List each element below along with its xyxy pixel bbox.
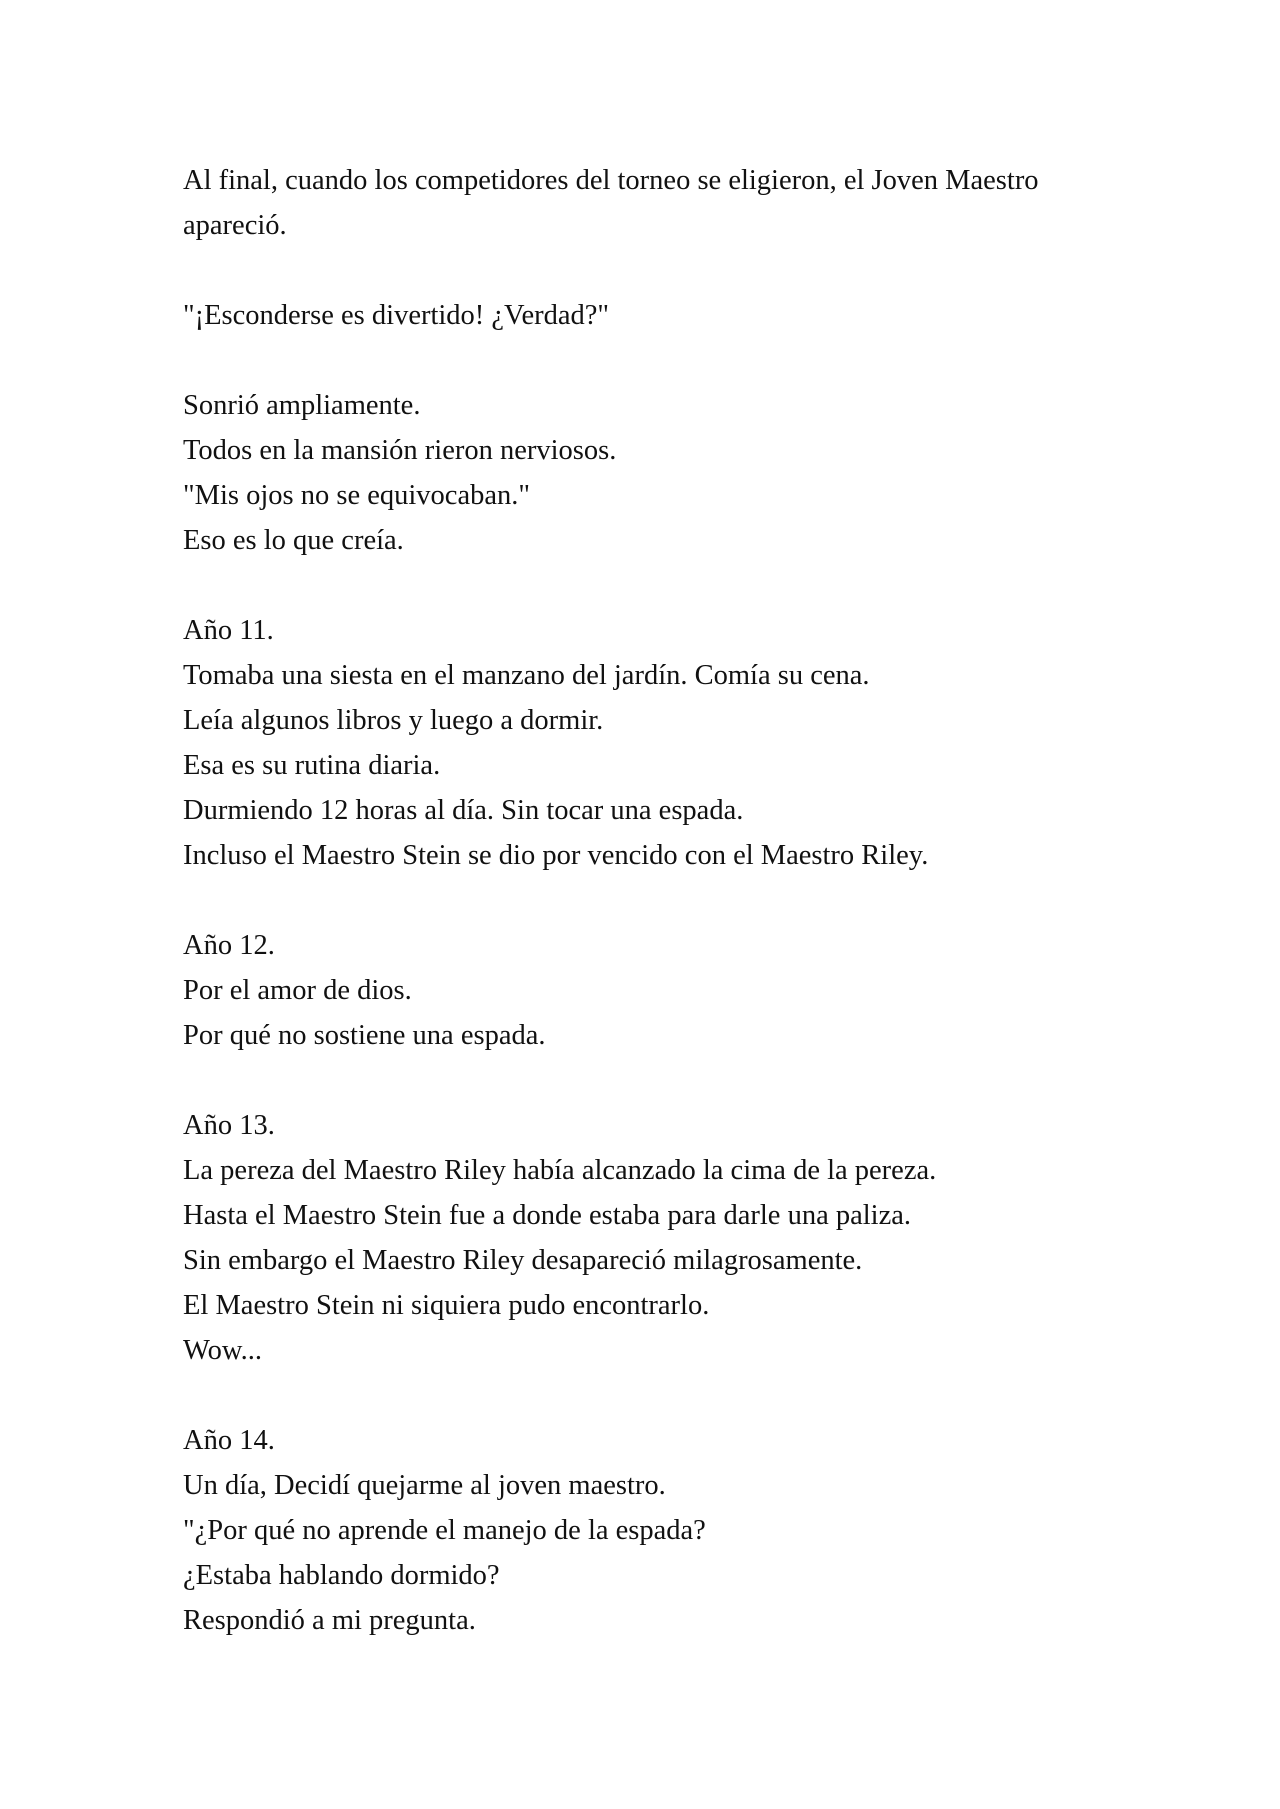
text-line: "¿Por qué no aprende el manejo de la espada? (183, 1515, 706, 1546)
paragraph-6 (183, 1103, 1183, 1373)
text-line: Leía algunos libros y luego a dormir. (183, 705, 604, 736)
text-line: Eso es lo que creía. (183, 525, 404, 556)
text-line: "¡Esconderse es divertido! ¿Verdad?" (183, 300, 610, 331)
paragraph-5 (183, 923, 1183, 1058)
year-heading: Año 12. (183, 930, 275, 961)
text-line: Wow... (183, 1335, 262, 1366)
year-heading: Año 11. (183, 615, 274, 646)
text-line: Respondió a mi pregunta. (183, 1605, 476, 1636)
text-line: Sonrió ampliamente. (183, 390, 421, 421)
text-line: Durmiendo 12 horas al día. Sin tocar una espada. (183, 795, 744, 826)
year-heading: Año 14. (183, 1425, 275, 1456)
text-line: Por qué no sostiene una espada. (183, 1020, 546, 1051)
text-line: Hasta el Maestro Stein fue a donde estaba para darle una paliza. (183, 1200, 912, 1231)
paragraph-4 (183, 608, 1183, 878)
text-line: ¿Estaba hablando dormido? (183, 1560, 500, 1591)
text-line: El Maestro Stein ni siquiera pudo encontrarlo. (183, 1290, 710, 1321)
text-line: Incluso el Maestro Stein se dio por vencido con el Maestro Riley. (183, 840, 929, 871)
year-heading: Año 13. (183, 1110, 275, 1141)
text-line: Todos en la mansión rieron nerviosos. (183, 435, 617, 466)
paragraph-3 (183, 383, 1183, 563)
text-line: "Mis ojos no se equivocaban." (183, 480, 531, 511)
text-line: Sin embargo el Maestro Riley desapareció milagrosamente. (183, 1245, 863, 1276)
text-line: Tomaba una siesta en el manzano del jardín. Comía su cena. (183, 660, 870, 691)
text-line: Al final, cuando los competidores del torneo se eligieron, el Joven Maestro (183, 165, 1039, 196)
text-line: apareció. (183, 210, 287, 241)
text-line: Esa es su rutina diaria. (183, 750, 441, 781)
paragraph-1 (183, 158, 1183, 248)
text-line: La pereza del Maestro Riley había alcanzado la cima de la pereza. (183, 1155, 937, 1186)
text-line: Por el amor de dios. (183, 975, 412, 1006)
document-text (183, 158, 1183, 1688)
paragraph-7 (183, 1418, 1183, 1643)
paragraph-2 (183, 293, 1183, 338)
text-line: Un día, Decidí quejarme al joven maestro. (183, 1470, 666, 1501)
